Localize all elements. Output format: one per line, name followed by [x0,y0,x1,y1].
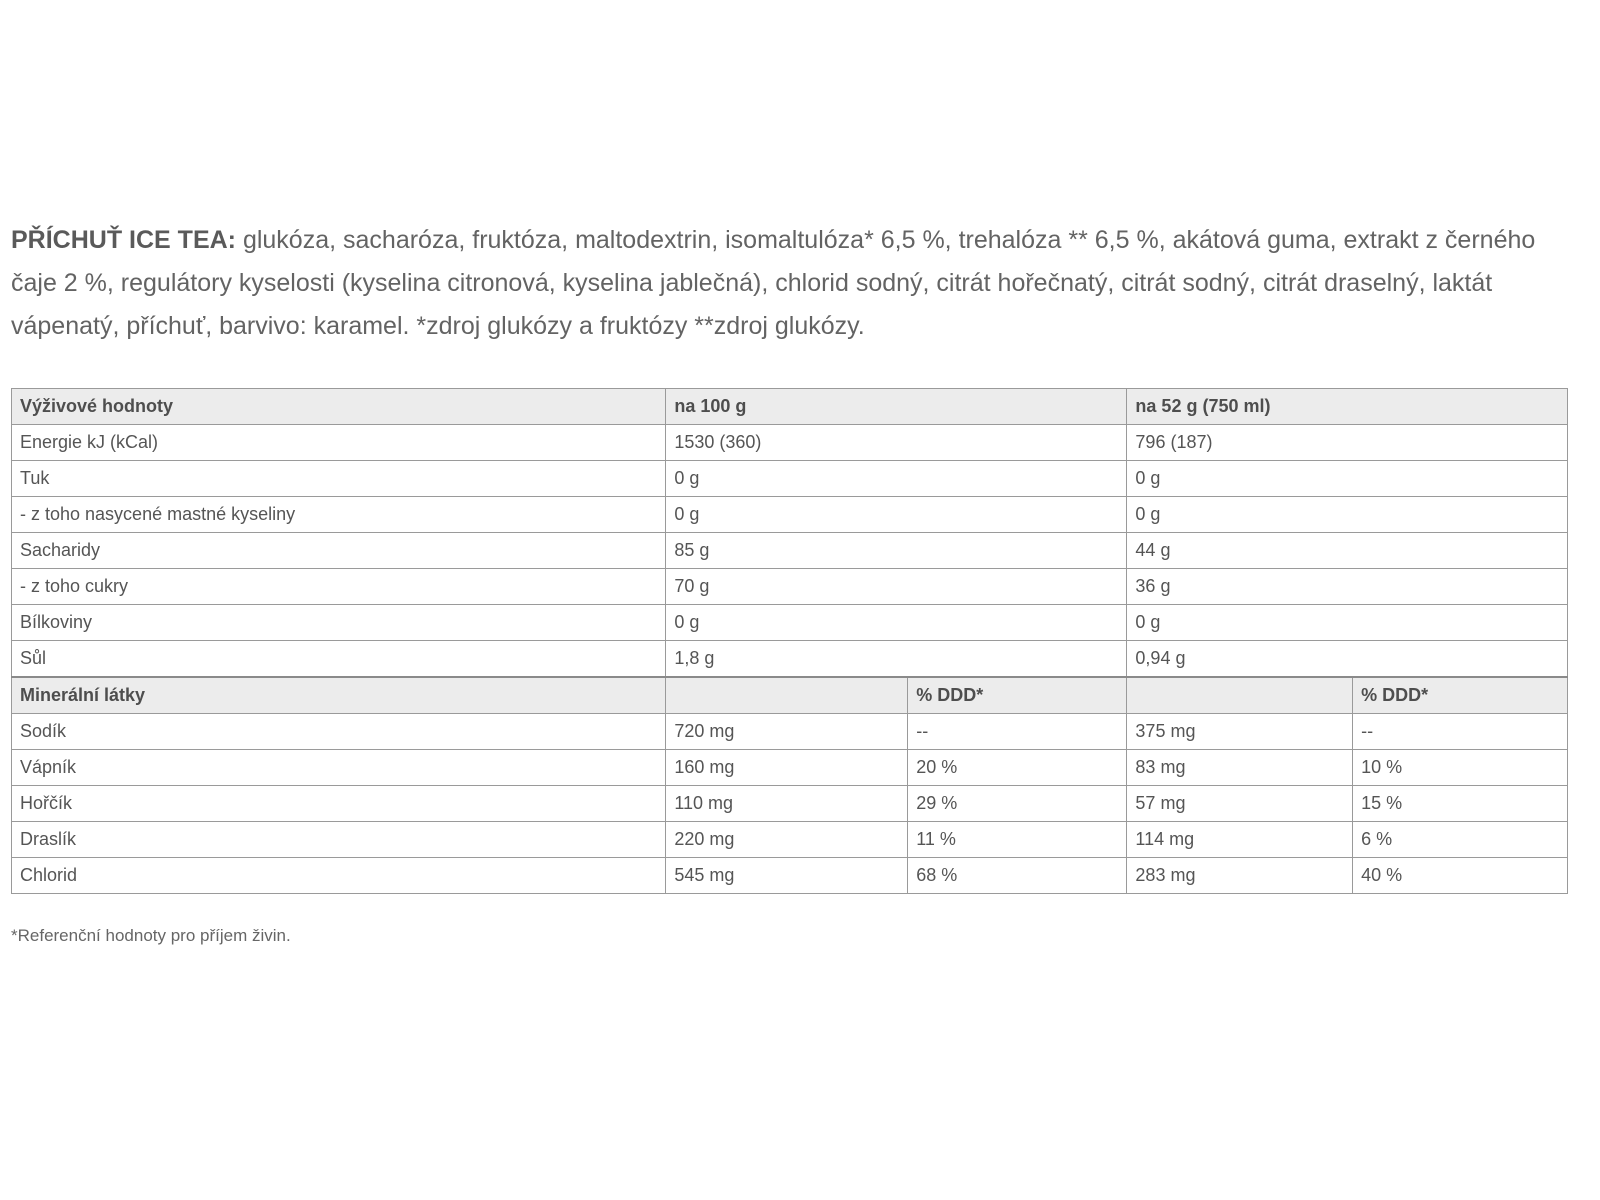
minerals-header-row [12,677,1568,714]
header-cell-name: Výživové hodnoty [12,389,666,425]
minerals-header-rda-serving: % DDD* [1353,677,1568,714]
ingredients-text: glukóza, sacharóza, fruktóza, maltodextrin, isomaltulóza* 6,5 %, trehalóza ** 6,5 %, akátová guma, extrakt z černého čaje 2 %, regulátory kyselosti (kyselina citronová, kyselina jablečná), chlorid sodný, citrát hořečnatý, citrát sodný, citrát draselný, laktát vápenatý, příchuť, barvivo: karamel. *zdroj glukózy a fruktózy **zdroj glukózy. [11,226,1536,340]
value-per-serving: 796 (187) [1127,425,1568,461]
mineral-name: Chlorid [12,858,666,894]
mineral-per-serving: 283 mg [1127,858,1353,894]
nutrient-name: - z toho nasycené mastné kyseliny [12,497,666,533]
value-per-serving: 0 g [1127,497,1568,533]
minerals-header-per-serving [1127,677,1353,714]
mineral-rda-100g: 68 % [908,858,1127,894]
header-cell-per-100g: na 100 g [666,389,1127,425]
table-row [12,822,1568,858]
table-row [12,750,1568,786]
header-cell-per-serving: na 52 g (750 ml) [1127,389,1568,425]
table-row [12,461,1568,497]
mineral-rda-serving: 10 % [1353,750,1568,786]
value-per-serving: 44 g [1127,533,1568,569]
mineral-per-100g: 720 mg [666,714,908,750]
value-per-serving: 36 g [1127,569,1568,605]
table-row [12,497,1568,533]
mineral-per-serving: 114 mg [1127,822,1353,858]
minerals-header-per-100g [666,677,908,714]
table-row [12,858,1568,894]
nutrient-name: Tuk [12,461,666,497]
value-per-100g: 85 g [666,533,1127,569]
nutrition-table [11,388,1568,894]
table-row [12,641,1568,678]
table-row [12,569,1568,605]
mineral-per-100g: 110 mg [666,786,908,822]
mineral-per-serving: 57 mg [1127,786,1353,822]
value-per-serving: 0 g [1127,461,1568,497]
nutrient-name: Sůl [12,641,666,678]
value-per-100g: 0 g [666,497,1127,533]
mineral-name: Sodík [12,714,666,750]
minerals-header-name: Minerální látky [12,677,666,714]
mineral-per-serving: 375 mg [1127,714,1353,750]
mineral-rda-serving: 15 % [1353,786,1568,822]
mineral-name: Vápník [12,750,666,786]
mineral-rda-serving: 40 % [1353,858,1568,894]
ingredients-paragraph [11,219,1571,348]
mineral-per-100g: 220 mg [666,822,908,858]
nutrition-header-row [12,389,1568,425]
value-per-serving: 0,94 g [1127,641,1568,678]
mineral-per-100g: 160 mg [666,750,908,786]
flavor-label: PŘÍCHUŤ ICE TEA: [11,226,236,254]
mineral-per-100g: 545 mg [666,858,908,894]
mineral-name: Hořčík [12,786,666,822]
mineral-rda-100g: 20 % [908,750,1127,786]
table-row [12,605,1568,641]
value-per-100g: 1530 (360) [666,425,1127,461]
mineral-rda-serving: -- [1353,714,1568,750]
mineral-name: Draslík [12,822,666,858]
mineral-rda-100g: 11 % [908,822,1127,858]
table-row [12,533,1568,569]
value-per-100g: 70 g [666,569,1127,605]
nutrient-name: Bílkoviny [12,605,666,641]
value-per-100g: 0 g [666,605,1127,641]
table-row [12,425,1568,461]
nutrient-name: - z toho cukry [12,569,666,605]
mineral-rda-100g: -- [908,714,1127,750]
nutrient-name: Sacharidy [12,533,666,569]
table-row [12,714,1568,750]
mineral-per-serving: 83 mg [1127,750,1353,786]
value-per-100g: 1,8 g [666,641,1127,678]
mineral-rda-100g: 29 % [908,786,1127,822]
nutrient-name: Energie kJ (kCal) [12,425,666,461]
mineral-rda-serving: 6 % [1353,822,1568,858]
value-per-100g: 0 g [666,461,1127,497]
value-per-serving: 0 g [1127,605,1568,641]
table-row [12,786,1568,822]
footnote: *Referenční hodnoty pro příjem živin. [11,926,291,945]
minerals-header-rda-100g: % DDD* [908,677,1127,714]
